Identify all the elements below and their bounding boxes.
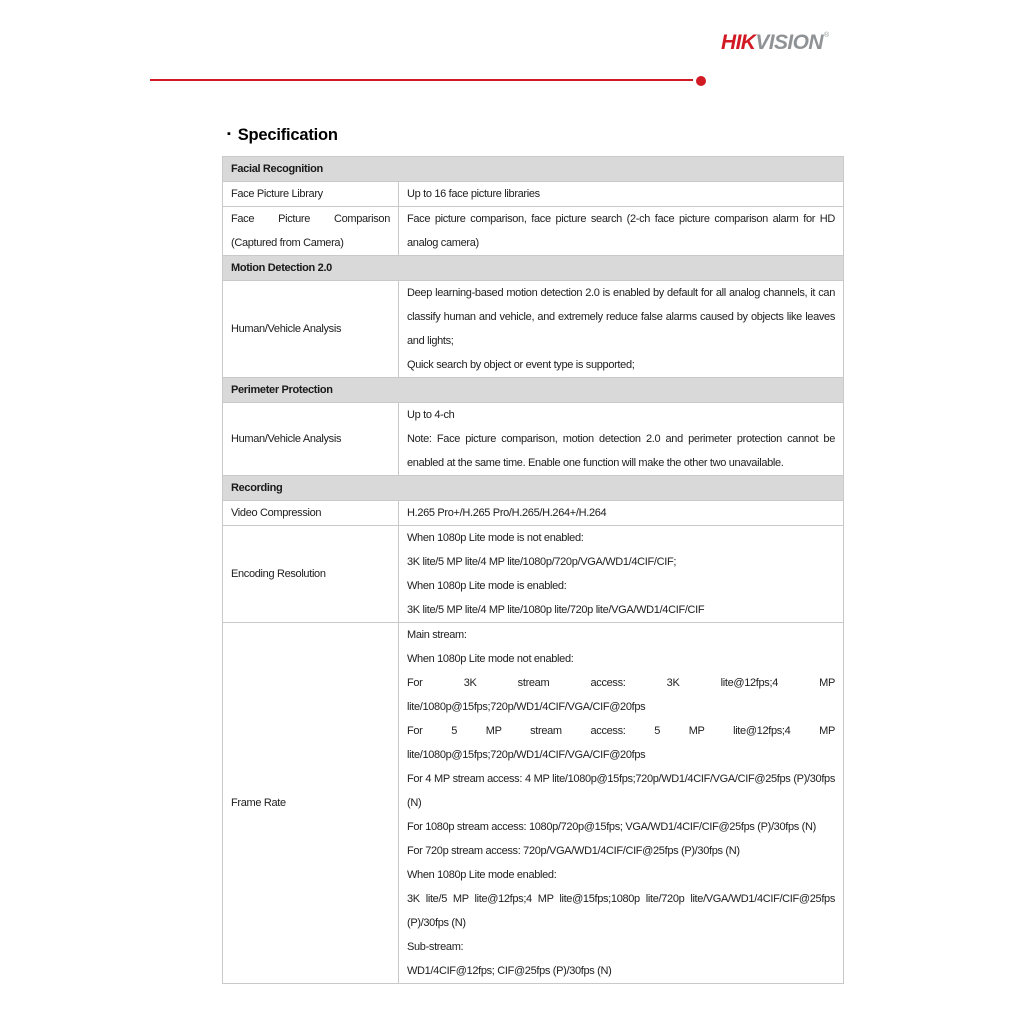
value-line: H.265 Pro+/H.265 Pro/H.265/H.264+/H.264 [407, 507, 607, 519]
specification-table [222, 156, 844, 984]
section-row-perimeter-protection [223, 378, 844, 403]
header-divider-line [150, 79, 693, 81]
table-row-human-vehicle-analysis-perimeter [223, 403, 844, 476]
value-line: For 5 MP stream access: 5 MP lite@12fps;4 MP lite/1080p@15fps;720p/WD1/4CIF/VGA/CIF@20fps [407, 725, 836, 761]
value-line: Up to 4-ch [407, 409, 455, 421]
section-header: Motion Detection 2.0 [223, 256, 844, 281]
specification-heading [227, 126, 338, 145]
hikvision-logo [721, 31, 829, 55]
registered-trademark-icon: ® [823, 32, 830, 39]
table-row-face-picture-comparison [223, 207, 844, 256]
label-text: Face Picture Library [231, 188, 323, 200]
spec-label [223, 403, 399, 476]
spec-value [399, 403, 844, 476]
spec-value [399, 526, 844, 623]
value-line: When 1080p Lite mode is enabled: [407, 580, 567, 592]
label-text: Human/Vehicle Analysis [231, 323, 342, 335]
spec-value [399, 281, 844, 378]
value-line: 3K lite/5 MP lite/4 MP lite/1080p/720p/VGA/WD1/4CIF/CIF; [407, 556, 677, 568]
page-title: Specification [237, 126, 338, 144]
label-text: Frame Rate [231, 797, 286, 809]
value-line: Quick search by object or event type is supported; [407, 359, 635, 371]
section-header: Perimeter Protection [223, 378, 844, 403]
logo-vision-text: VISION [755, 31, 823, 54]
section-row-recording [223, 476, 844, 501]
table-row-face-picture-library [223, 182, 844, 207]
table-row-encoding-resolution [223, 526, 844, 623]
spec-value [399, 182, 844, 207]
section-row-motion-detection [223, 256, 844, 281]
value-line: Sub-stream: [407, 941, 464, 953]
table-row-video-compression [223, 501, 844, 526]
label-text: Human/Vehicle Analysis [231, 433, 342, 445]
section-header: Recording [223, 476, 844, 501]
value-line: Note: Face picture comparison, motion detection 2.0 and perimeter protection cannot be enabled at the same time. Enable one function will make the other two unavailable. [407, 433, 836, 469]
spec-label [223, 526, 399, 623]
label-text: Video Compression [231, 507, 322, 519]
value-line: Main stream: [407, 629, 467, 641]
spec-label [223, 207, 399, 256]
spec-label [223, 501, 399, 526]
value-line: 3K lite/5 MP lite/4 MP lite/1080p lite/720p lite/VGA/WD1/4CIF/CIF [407, 604, 705, 616]
label-text: Face Picture Comparison (Captured from Camera) [231, 213, 390, 249]
value-line: WD1/4CIF@12fps; CIF@25fps (P)/30fps (N) [407, 965, 612, 977]
spec-value [399, 501, 844, 526]
table-row-human-vehicle-analysis-motion [223, 281, 844, 378]
value-line: When 1080p Lite mode enabled: [407, 869, 557, 881]
value-line: 3K lite/5 MP lite@12fps;4 MP lite@15fps;1080p lite/720p lite/VGA/WD1/4CIF/CIF@25fps (P)/30fps (N) [407, 893, 836, 929]
logo-hik-text: HIK [721, 31, 756, 54]
spec-label [223, 281, 399, 378]
value-line: For 1080p stream access: 1080p/720p@15fps; VGA/WD1/4CIF/CIF@25fps (P)/30fps (N) [407, 821, 816, 833]
value-line: For 3K stream access: 3K lite@12fps;4 MP lite/1080p@15fps;720p/WD1/4CIF/VGA/CIF@20fps [407, 677, 836, 713]
value-line: For 720p stream access: 720p/VGA/WD1/4CIF/CIF@25fps (P)/30fps (N) [407, 845, 740, 857]
section-row-facial-recognition [223, 157, 844, 182]
value-line: When 1080p Lite mode not enabled: [407, 653, 574, 665]
spec-label [223, 182, 399, 207]
value-line: For 4 MP stream access: 4 MP lite/1080p@15fps;720p/WD1/4CIF/VGA/CIF@25fps (P)/30fps (N) [407, 773, 836, 809]
label-text: Encoding Resolution [231, 568, 326, 580]
value-line: Face picture comparison, face picture search (2-ch face picture comparison alarm for HD analog camera) [407, 213, 836, 249]
spec-value [399, 623, 844, 984]
value-line: Deep learning-based motion detection 2.0 is enabled by default for all analog channels, it can classify human and vehicle, and extremely reduce false alarms caused by objects like leaves and lights; [407, 287, 836, 347]
spec-label [223, 623, 399, 984]
table-row-frame-rate [223, 623, 844, 984]
value-line: When 1080p Lite mode is not enabled: [407, 532, 584, 544]
section-header: Facial Recognition [223, 157, 844, 182]
spec-value [399, 207, 844, 256]
square-bullet-icon: ▪ [227, 128, 231, 140]
value-line: Up to 16 face picture libraries [407, 188, 540, 200]
header-divider-dot-icon [696, 76, 706, 86]
